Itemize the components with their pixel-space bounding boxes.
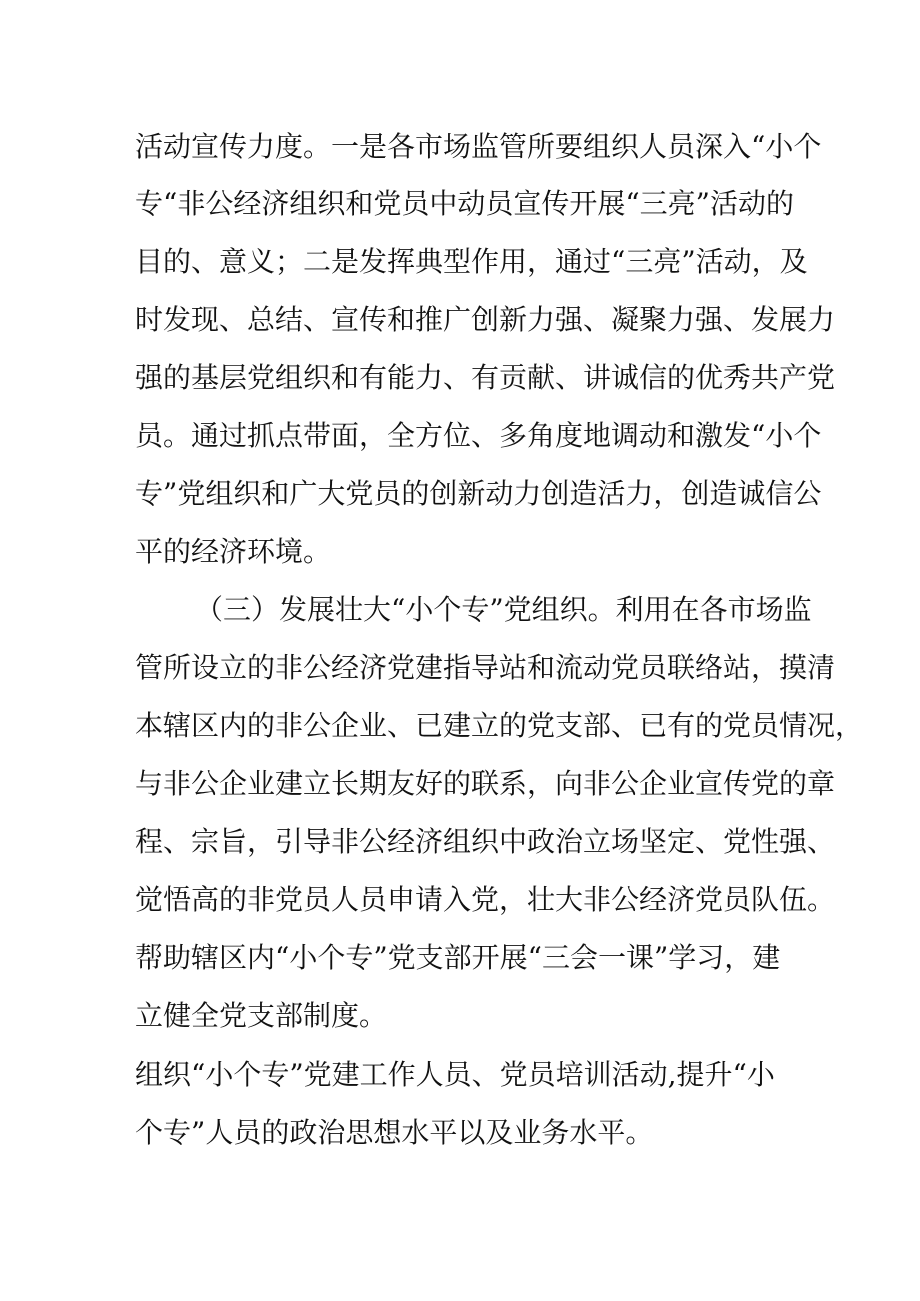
text-line-9: （三）发展壮大“小个专”党组织。利用在各市场监: [195, 593, 812, 626]
text-line-13: 程、宗旨，引导非公经济组织中政治立场坚定、党性强、: [135, 825, 836, 858]
text-line-10: 管所设立的非公经济党建指导站和流动党员联络站，摸清: [135, 651, 836, 684]
text-line-1: 活动宣传力度。一是各市场监管所要组织人员深入“小个: [135, 130, 822, 163]
text-line-7: 专”党组织和广大党员的创新动力创造活力，创造诚信公: [135, 477, 822, 510]
text-line-8: 平的经济环境。: [135, 535, 332, 568]
text-line-17: 组织“小个专”党建工作人员、党员培训活动,提升“小: [135, 1058, 775, 1091]
text-line-12: 与非公企业建立长期友好的联系，向非公企业宣传党的章: [135, 767, 836, 800]
text-line-16: 立健全党支部制度。: [135, 999, 388, 1032]
text-line-14: 觉悟高的非党员人员申请入党，壮大非公经济党员队伍。: [135, 883, 836, 916]
text-line-6: 员。通过抓点带面，全方位、多角度地调动和激发“小个: [135, 419, 822, 452]
text-line-2: 专“非公经济组织和党员中动员宣传开展“三亮”活动的: [135, 187, 794, 220]
text-line-3: 目的、意义；二是发挥典型作用，通过“三亮”活动，及: [135, 245, 808, 278]
text-line-15: 帮助辖区内“小个专”党支部开展“三会一课”学习，建: [135, 941, 781, 974]
text-line-18: 个专”人员的政治思想水平以及业务水平。: [135, 1116, 654, 1149]
text-line-5: 强的基层党组织和有能力、有贡献、讲诚信的优秀共产党: [135, 361, 836, 394]
text-line-4: 时发现、总结、宣传和推广创新力强、凝聚力强、发展力: [135, 303, 836, 336]
text-line-11: 本辖区内的非公企业、已建立的党支部、已有的党员情况，: [135, 709, 864, 742]
